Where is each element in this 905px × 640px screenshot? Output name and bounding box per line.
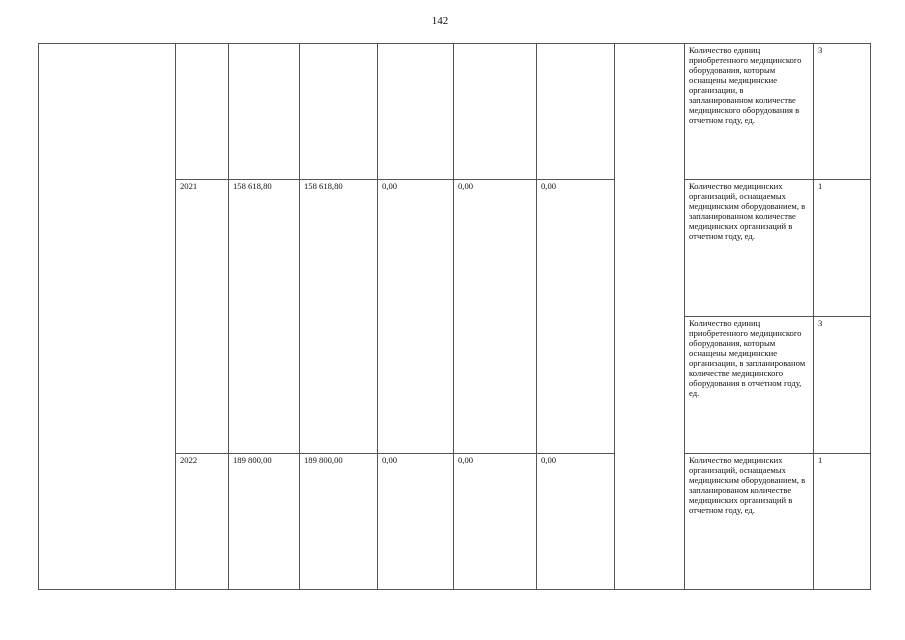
indicator-value-cell: 3 <box>814 44 871 180</box>
funding-cell: 0,00 <box>454 454 537 590</box>
indicator-value-cell: 1 <box>814 454 871 590</box>
indicator-cell: Количество медицинских организаций, оснащаемых медицинским оборудованием, в запланированом количестве медицинских организаций в отчетном году, ед. <box>685 454 814 590</box>
year-cell: 2021 <box>176 180 229 454</box>
funding-cell: 0,00 <box>378 454 454 590</box>
funding-cell: 0,00 <box>537 180 615 454</box>
page-number: 142 <box>431 15 449 27</box>
indicator-cell: Количество единиц приобретенного медицинского оборудования, которым оснащены медицинские организации, в запланированом количестве медицинского оборудования в отчетном году, ед. <box>685 317 814 454</box>
funding-cell: 189 800,00 <box>300 454 378 590</box>
funding-cell: 0,00 <box>537 454 615 590</box>
indicator-cell: Количество единиц приобретенного медицинского оборудования, которым оснащены медицинские организации, в запланированном количестве медицинского оборудования в отчетном году, ед. <box>685 44 814 180</box>
year-cell <box>176 44 229 180</box>
indicator-value-cell: 1 <box>814 180 871 317</box>
funding-cell: 0,00 <box>454 180 537 454</box>
table-row <box>39 44 871 180</box>
total-cell: 189 800,00 <box>229 454 300 590</box>
indicator-value-cell: 3 <box>814 317 871 454</box>
funding-cell <box>537 44 615 180</box>
funding-indicators-table <box>38 43 871 590</box>
funding-cell <box>454 44 537 180</box>
funding-cell <box>300 44 378 180</box>
indicator-cell: Количество медицинских организаций, оснащаемых медицинским оборудованием, в запланированном количестве медицинских организаций в отчетном году, ед. <box>685 180 814 317</box>
funding-cell: 0,00 <box>378 180 454 454</box>
funding-cell: 158 618,80 <box>300 180 378 454</box>
program-name-cell <box>39 44 176 590</box>
total-cell: 158 618,80 <box>229 180 300 454</box>
funding-cell <box>378 44 454 180</box>
executor-cell <box>615 44 685 590</box>
total-cell <box>229 44 300 180</box>
year-cell: 2022 <box>176 454 229 590</box>
